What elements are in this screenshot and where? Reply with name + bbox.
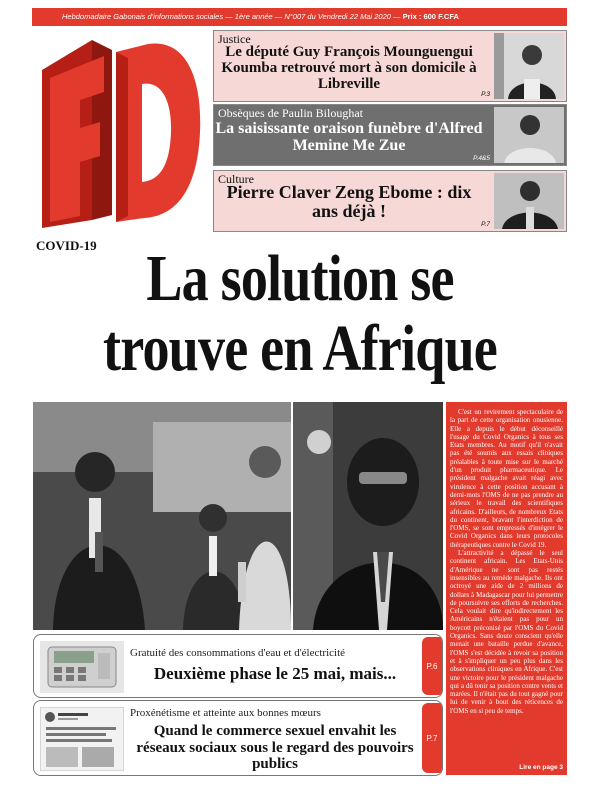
story-headline: Deuxième phase le 25 mai, mais... xyxy=(153,664,397,683)
main-photo-rajoelina xyxy=(33,402,291,630)
article-paragraph: L'attractivité a dépassé le seul continent africain. Les Etats-Unis d'Amérique ne sont pas restés insensibles au remède malgache. Ils ont octroyé une aide de 2 millions de dollars à Madagascar pour lui permettre de poursuivre ses efforts de recherches. Cela voulait dire qu'indirectement les Américains n'étaient pas pour un boycott préconisé par l'OMS du Covid Organics. Sans doute conscient qu'elle menait une bataille perdue d'avance, l'OMS s'est décidée à revoir sa position et à s'impliquer un peu plus dans les observations cliniques en Afrique. C'est une victoire pour le président malgache qui a dû tenir sa position contre vents et marées. Il n'était pas du tout gagné pour lui de venir à bout des réticences de l'OMS en si peu de temps. xyxy=(450,549,563,715)
teaser-headline: La saisissante oraison funèbre d'Alfred Memine Me Zue xyxy=(215,120,483,154)
story-box-water[interactable] xyxy=(33,634,443,698)
teaser-kicker: Justice xyxy=(218,32,251,46)
teaser-kicker: Obsèques de Paulin Biloughat xyxy=(218,106,363,120)
masthead-tagline: Hebdomadaire Gabonais d'informations sociales — 1ère année — N°007 du Vendredi 22 Mai 2020 — xyxy=(62,12,401,21)
article-paragraph: C'est un revirement spectaculaire de la part de cette organisation onusienne. Elle a depuis le début déconseillé l'usage du Covid Organics à tous ses Etats membres. Au motif qu'il n'avait pas été soumis aux essais cliniques préalables à toute mise sur le marché d'un produit pharmaceutique. Le président malgache avait réagi avec virulence à cette position accusant à demi-mots l'OMS de ne pas prendre au sérieux le travail des scientifiques africains. D'ailleurs, de nombreux Etats du continent, bravant l'interdiction de l'OMS, se sont empressés d'intégrer le Covid Organics dans leurs protocoles thérapeutiques contre le Covid 19. xyxy=(450,408,563,549)
teaser-page: P.3 xyxy=(481,91,490,98)
masthead-price: Prix : 600 F.CFA xyxy=(402,12,459,21)
main-headline xyxy=(70,244,529,384)
teaser-kicker: Culture xyxy=(218,172,254,186)
teaser-page: P.7 xyxy=(481,221,490,228)
main-headline-line2: trouve en Afrique xyxy=(103,312,497,385)
read-more-link[interactable]: Lire en page 3 xyxy=(519,763,563,771)
story-kicker: Proxénétisme et atteinte aux bonnes mœurs xyxy=(130,707,321,719)
section-label: COVID-19 xyxy=(36,238,97,253)
article-column xyxy=(446,402,567,775)
story-headline: Quand le commerce sexuel envahit les réseaux sociaux sous le regard des pouvoirs publics xyxy=(136,723,414,772)
teaser-page: P.4&5 xyxy=(473,155,490,162)
teaser-headline: Pierre Claver Zeng Ebome : dix ans déjà ! xyxy=(226,182,472,221)
teaser-culture[interactable] xyxy=(213,170,567,232)
teaser-photo xyxy=(494,173,564,229)
teaser-headline: Le député Guy François Mounguengui Koumba retrouvé mort à son domicile à Libreville xyxy=(221,44,477,92)
teaser-obseques[interactable] xyxy=(213,104,567,166)
teaser-photo xyxy=(494,33,564,99)
story-page-tab: P.7 xyxy=(422,703,442,773)
teaser-justice[interactable] xyxy=(213,30,567,102)
main-photo-tedros xyxy=(293,402,443,630)
social-post-screenshot xyxy=(40,707,124,771)
masthead-strip xyxy=(32,8,567,26)
meter-photo xyxy=(40,641,124,693)
story-box-proxenetisme[interactable] xyxy=(33,700,443,776)
fd-logo xyxy=(32,30,204,228)
story-page-tab: P.6 xyxy=(422,637,442,695)
teaser-photo xyxy=(494,107,564,163)
story-kicker: Gratuité des consommations d'eau et d'électricité xyxy=(130,647,346,659)
main-headline-line1: La solution se xyxy=(146,242,454,315)
